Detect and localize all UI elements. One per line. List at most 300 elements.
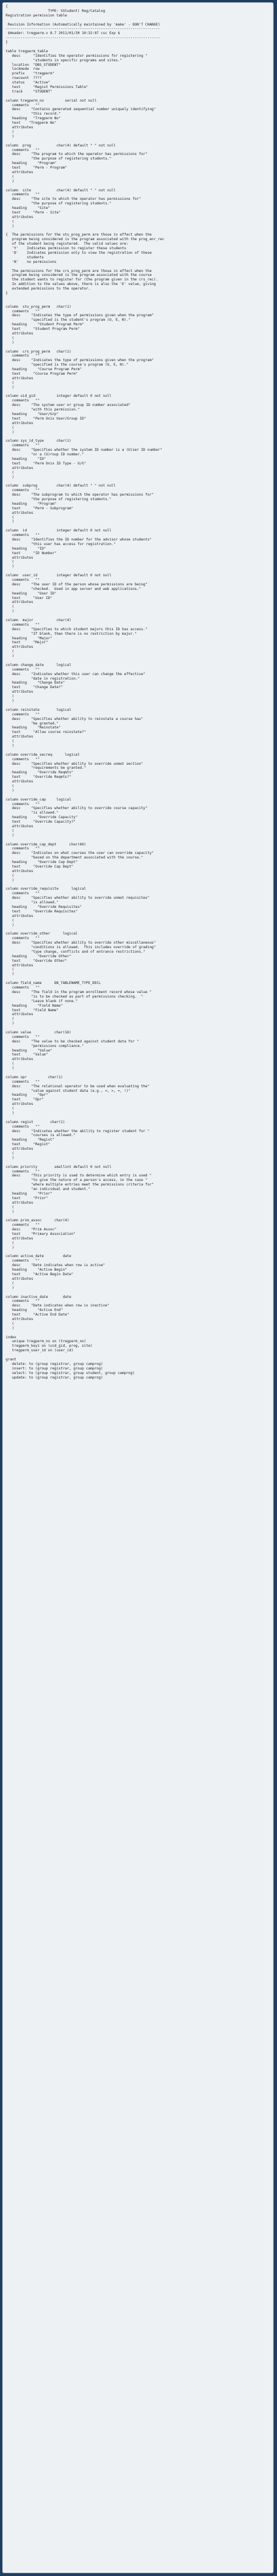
source-line: desc "Specifies whether the system ID number is a (U)ser ID number" [6,448,162,453]
source-line: text "Override Requisites" [6,909,78,914]
source-line: comments "" [6,712,40,717]
source-line: location "DBS_STUDENT" [6,62,61,67]
source-line: desc "Date indicates when row is inactive" [6,1304,110,1308]
source-line: desc "The program to which the operator has permissions for" [6,152,148,157]
source-line: column override_cap_dept char(60) [6,842,86,847]
source-line: attributes [6,780,33,784]
source-line: ) [6,179,14,183]
source-line: comments "" [6,1169,40,1174]
source-line: attributes [6,1012,33,1017]
source-line: ( [6,129,14,134]
source-line: column major char(4) [6,618,72,623]
source-line: column id integer default 0 not null [6,529,112,533]
source-line: students [6,255,44,259]
source-line: desc "The system user or group ID number associated" [6,403,131,408]
source-line: desc "Specifies whether ability to override unmet section" [6,761,144,766]
source-line: ( [6,174,14,179]
source-line: attributes [6,963,33,967]
source-line: heading "User/Grp" [6,412,59,417]
source-line [6,1353,271,1358]
source-line: "the purpose of registering students." [6,497,112,501]
source-line: text "Perm Unix ID Type - U/G" [6,461,86,466]
source-line: ( [6,739,14,744]
source-line: text "Override Reqmts?" [6,775,72,780]
source-line: prefix "tregperm" [6,72,54,76]
source-line: grant [6,1357,16,1362]
source-line: column user_id integer default 0 not null [6,573,112,578]
source-line: column site char(4) default " " not null [6,188,116,192]
source-line: TYPE: SStudent) Reg/Catalog [6,9,106,13]
source-line: desc "Contains generated sequential number uniquely identifying" [6,107,156,112]
source-line: column tregperm_no serial not null [6,98,97,103]
source-line: comments "" [6,1034,40,1039]
source-line: text "Active Begin Date" [6,1272,74,1277]
source-line: attributes [6,735,33,739]
source-line: heading "Tregperm No" [6,116,61,121]
source-line: "is allowed." [6,811,59,815]
source-line: comments "" [6,399,40,403]
source-line: ( [6,784,14,788]
source-line: attributes [6,376,33,380]
source-line: attributes [6,332,33,336]
source-line: attributes [6,1200,33,1205]
source-line: comments "" [6,443,40,448]
source-line: desc "The site to which the operator has permissions for" [6,197,141,202]
source-line: text "Change Date?" [6,685,63,690]
source-line: "this user has access for registration." [6,542,116,546]
source-line [6,45,271,49]
source-line: "this record." [6,112,61,116]
source-line: desc "The field in the program enrollment record whose value " [6,990,152,994]
source-line: ( [6,1062,14,1066]
source-line: comments "" [6,986,40,990]
source-line: desc "The value to be checked against student data for " [6,1039,139,1044]
source-line: text "Regist Permissions Table" [6,85,89,90]
source-line: ) [6,1066,14,1071]
source-line: status "Active" [6,81,51,85]
source-line: text "Perm Unix User/Group ID" [6,416,86,421]
source-line: "specified is the course's program (U, E, N)." [6,363,129,367]
source-line: heading "Value" [6,1048,52,1053]
source-line: heading "Override Cap Dept" [6,860,78,865]
source-line: heading "Program" [6,501,57,506]
source-line: ( [6,1205,14,1209]
source-line: comments "" [6,622,40,627]
source-line: column prim_assoc char(4) [6,1218,69,1223]
source-line [6,927,271,932]
source-line: text "User ID" [6,596,52,600]
source-line: column active_date date [6,1254,72,1259]
source-line: $Header: tregperm.v 8.7 2011/01/30 10:32:07 csc Exp $ [6,31,120,36]
source-line: attributes [6,914,33,918]
source-line: column override_requisite logical [6,887,86,891]
source-line: comments "" [6,1124,40,1129]
source-line: comments "" [6,802,40,806]
source-line: "is to be checked as part of permissions checking. " [6,994,144,999]
source-line: ( [6,1107,14,1111]
source-line: column reinstate logical [6,707,72,712]
source-line: "the purpose of registering students." [6,157,112,161]
source-line: comments "" [6,667,40,672]
source-line: desc "Indicates the type of permissions given when the program" [6,313,154,318]
source-line: ( [6,650,14,654]
source-line: heading "Student Program Perm" [6,322,84,327]
source-line: ) [6,1209,14,1214]
source-line [6,1026,271,1031]
source-line: desc "Indicates whether the ability to register student for " [6,1129,150,1133]
source-line: ( [6,425,14,430]
source-line: ) [6,878,14,882]
source-line: heading "Field Name" [6,1003,63,1008]
source-line: heading "Program" [6,161,57,166]
source-line: "where multiple entries meet the permissions criteria for" [6,1183,154,1187]
source-line: attributes [6,170,33,174]
source-line: "Leave blank if none." [6,999,78,1003]
source-line: "or a (G)roup ID number." [6,453,84,457]
source-line: ) [6,1111,14,1115]
source-line: column priority smallint default 0 not null [6,1165,112,1169]
source-line: heading "Opr" [6,1093,48,1098]
source-line: comments "" [6,533,40,538]
source-line: "permissions compliance." [6,1044,84,1048]
source-line [6,659,271,663]
source-line: comments "" [6,1079,40,1084]
source-line [6,296,271,300]
source-line [6,435,271,439]
source-line [6,1161,271,1165]
source-line: unique tregperm_no on (tregperm_no) [6,1339,86,1344]
source-line: text "Override Cap Dept" [6,865,74,869]
source-line: text "Perm - Subprogram" [6,506,74,510]
source-line: insert: to (group registrar, group camprog) [6,1366,103,1371]
source-line [6,184,271,189]
source-line [6,703,271,708]
source-line: column stu_prog_perm char(1) [6,304,72,309]
source-line: ( [6,1151,14,1155]
source-line [6,569,271,573]
source-line: attributes [6,600,33,605]
source-line: column uid_gid integer default 0 not null [6,394,112,399]
source-line: text "Allow course reinstate?" [6,730,86,735]
source-line: attributes [6,824,33,828]
source-line: "type change, conflicts and of entrance restrictions." [6,949,145,954]
source-line: ( [6,873,14,878]
source-line: "date in registration." [6,676,80,681]
source-line: desc "Specifies whether ability to override other miscellaneous" [6,941,156,945]
source-line: ) [6,1326,14,1330]
source-line: comments "" [6,757,40,761]
source-line: Revision Information (Automatically maintained by 'make' - DON'T CHANGE) [6,22,160,27]
source-line [6,345,271,350]
source-line: comments "" [6,103,40,107]
source-line: column value char(16) [6,1030,72,1034]
source-line: desc "The relational operator to be used when evaluating the" [6,1084,150,1088]
source-line: table tregperm_table [6,49,48,53]
source-line: text "Perm - Site" [6,210,61,215]
source-line: heading "Major" [6,636,52,640]
source-line [6,139,271,144]
source-line: comments "" [6,354,40,358]
source-line: desc "Identifies the operator permissions for registering " [6,53,148,58]
source-line: In addition to the values above, there is also the 'E' value, giving [6,282,156,287]
source-line: ( [6,1281,14,1285]
source-line [6,1291,271,1295]
source-line: "an individual and student." [6,1187,91,1192]
source-line: comments "" [6,847,40,851]
source-line: ) [6,833,14,837]
source-line: ------------------------------------------------------------------------- [6,36,160,40]
source-line: column override_secreq logical [6,752,80,757]
source-line [6,524,271,529]
source-line: text "Prior" [6,1196,48,1200]
source-line: rowcount ???? [6,76,42,81]
source-line: ( [6,336,14,340]
source-line: of the student being registered. The valid values are: [6,242,129,246]
source-line: track "STUDENT" [6,89,52,94]
source-line: "value against student data (e.g., <, >, =, !)" [6,1088,131,1093]
source-line: comments "" [6,488,40,493]
source-line: ) [6,972,14,977]
source-line: tregperm_key1 on (uid_gid, prog, site) [6,1344,93,1348]
source-line: text "Field Name" [6,1008,59,1012]
source-line: ( [6,560,14,564]
source-line: ( [6,1241,14,1245]
source-line: desc "The subprogram to which the operator has permissions for" [6,493,154,497]
source-line [6,614,271,618]
source-line: "specified is the student's program (U, E, N)." [6,318,131,322]
source-line: 'D' Indicates permission only to view the registration of these [6,250,152,255]
source-line [6,265,271,269]
source-line: text "Perm - Program" [6,166,68,170]
source-line: text "Value" [6,1053,48,1057]
source-line: ) [6,609,14,614]
source-line: desc "Prim Assoc" [6,1228,57,1232]
source-line: ( [6,918,14,923]
source-line: text "Regist" [6,1142,51,1147]
source-line: program being considered is the program associated with the course [6,273,152,278]
source-line: ( [6,1017,14,1021]
source-line: tregperm_user_id on (user_id) [6,1348,74,1353]
source-line: ) [6,1155,14,1160]
source-line: ------------------------------------------------------------------------- [6,27,160,31]
source-line: program being considered is the program associated with the prog_enr_rec [6,237,165,242]
source-line [6,390,271,395]
source-line [6,883,271,887]
source-line: ) [6,788,14,793]
source-line: desc "Specifies whether ability to override course capacity" [6,806,148,811]
source-line: ) [6,134,14,139]
source-line: { [6,5,8,9]
source-line: text "Override Other" [6,958,68,963]
source-line: column prog char(4) default " " not null [6,143,116,148]
source-line: ( [6,219,14,224]
source-line: desc "The user ID of the person whose permissions are being" [6,582,148,587]
source-line: } [6,291,8,295]
source-line: Registration permission table [6,13,68,18]
source-line: text "Tregperm No" [6,121,57,125]
source-line [6,1116,271,1120]
source-line: text "Student Program Perm" [6,327,80,332]
source-line: column field_name DB_TABLENAME_TYPE_DECL [6,981,101,986]
source-line: ) [6,520,14,524]
source-line: ) [6,430,14,434]
source-line: "to give the nature of a person's access, in the case " [6,1178,148,1183]
source-line: "checked. Used in app server and web applications." [6,587,141,591]
source-line: "students in specific programs and sites." [6,58,122,62]
source-line: column sys_id_type char(1) [6,439,72,443]
source-line: comments "" [6,936,40,941]
source-line [6,793,271,798]
source-line: 'Y' Indicates permission to register these students [6,246,127,251]
source-line: "is allowed." [6,900,59,905]
source-line: desc "Date indicates when row is active" [6,1263,106,1268]
source-line: text "ID Number" [6,551,57,555]
source-line: heading "Override Capacity" [6,815,78,820]
source-line: attributes [6,555,33,560]
source-line: select: to (group registrar, group student, group camprog) [6,1371,135,1375]
source-line: comments "" [6,148,40,152]
source-line: attributes [6,690,33,694]
source-line: heading "Prior" [6,1192,52,1196]
source-line: comments "" [6,192,40,197]
source-line: ) [6,1245,14,1250]
source-line: attributes [6,1102,33,1107]
source-line [6,1071,271,1075]
source-line: heading "Active Begin" [6,1268,68,1272]
source-line [6,1250,271,1255]
source-line: "the purpose of registering students." [6,202,112,206]
source-line: column change_date logical [6,663,72,667]
source-line: attributes [6,1317,33,1321]
source-line: attributes [6,1236,33,1241]
source-line: attributes [6,1147,33,1151]
source-line: heading "Override Requisites" [6,905,82,910]
source-line [6,977,271,981]
source-line: heading "Course Program Perm" [6,367,82,372]
source-line: extended permissions to the operator. [6,287,91,291]
source-line: attributes [6,645,33,650]
source-line: ( [6,967,14,972]
source-line: desc "Indicates on what courses the user can override capacity" [6,851,154,856]
source-line: The permissions for the crs_prog_perm are those in effect when the [6,269,152,273]
source-line [6,18,271,23]
source-line [6,1214,271,1218]
source-line: ( [6,470,14,475]
source-line [6,229,271,233]
source-line: ) [6,1021,14,1026]
source-line: column subprog char(4) default " " not null [6,484,116,488]
source-line: column inactive_date date [6,1295,72,1299]
source-line: desc "Indicates the type of permissions given when the program" [6,358,154,363]
source-line: desc "Specifies whether ability to reinstate a course has" [6,717,144,721]
source-line [6,300,271,305]
source-line: attributes [6,510,33,515]
source-line: { The permissions for the stu_prog_perm are those in effect when the [6,233,152,237]
source-line: text "Course Program Perm" [6,372,78,376]
source-line: "based on the department associated with the course." [6,856,144,860]
source-line: text "Opr" [6,1098,44,1102]
source-line: heading "Regist" [6,1138,54,1142]
source-line [6,479,271,484]
source-line: delete: to (group registrar, group camprog) [6,1362,103,1366]
source-line: attributes [6,466,33,470]
source-line: attributes [6,421,33,425]
source-line: the student wants to register for (the program given in the crs_rec). [6,278,158,282]
source-line: comments "" [6,891,40,896]
source-line: ( [6,694,14,699]
source-line: column opr char(1) [6,1075,63,1079]
source-line: ( [6,515,14,520]
source-line: ( [6,1321,14,1326]
source-line: heading "Reinstate" [6,726,61,730]
source-line: comments "" [6,309,40,313]
source-line: heading "Site" [6,206,51,211]
source-line: "be granted." [6,721,59,726]
source-line: update: to (group registrar, group camprog) [6,1375,103,1380]
source-line: desc "Indicates whether this user can change the effective" [6,672,145,676]
source-line: heading "Change Date" [6,681,65,685]
source-line: column override_cap logical [6,797,72,802]
source-line: "conditions is allowed. This includes override of grading" [6,945,156,950]
source-line: heading "Override Reqmts" [6,770,74,775]
source-line: heading "ID" [6,546,46,551]
source-line: desc "Specifies to which student majors this ID has access." [6,627,148,631]
source-line: ) [6,743,14,748]
source-line: ) [6,923,14,927]
source-line: text "Override Capacity?" [6,820,75,824]
source-line: text "Active End Date" [6,1313,69,1317]
source-line: comments "" [6,1259,40,1263]
source-line: ( [6,605,14,609]
source-line [6,1331,271,1335]
source-line: column crs_prog_perm char(1) [6,349,72,354]
source-line: ( [6,828,14,833]
source-line: comments "" [6,1299,40,1304]
source-line: desc "This priority is used to determine which entry is used " [6,1174,152,1178]
source-line: ) [6,475,14,479]
source-line [6,838,271,843]
source-line: "requirements be granted." [6,766,86,770]
source-line: ) [6,224,14,228]
source-line: "with this permission." [6,408,80,412]
source-line: heading "Override Other" [6,954,72,958]
source-line: lockmode row [6,67,40,72]
source-line: column override_other logical [6,932,78,936]
source-line: heading "ID" [6,456,46,461]
source-line: heading "Active End" [6,1308,63,1313]
source-line: text "Major" [6,640,48,645]
source-line [6,94,271,99]
source-line: comments "" [6,578,40,582]
document-viewer [2,2,274,2573]
source-line: attributes [6,125,33,130]
source-line: heading "User ID" [6,591,57,596]
source-line: 'N' no permissions [6,259,57,264]
source-line: desc "Specifies whether ability to override unmet requisites" [6,896,150,900]
source-line: attributes [6,1276,33,1281]
source-line: column regist char(1) [6,1120,65,1124]
source-line: comments "" [6,1223,40,1228]
source-line: } [6,40,8,45]
source-line: ) [6,564,14,569]
source-line: attributes [6,215,33,219]
source-line: ) [6,1285,14,1290]
source-line: attributes [6,869,33,873]
source-line: "If blank, then there is no restriction by major." [6,631,137,636]
source-line: attributes [6,1057,33,1062]
source-line: ) [6,699,14,703]
source-line: ) [6,654,14,659]
